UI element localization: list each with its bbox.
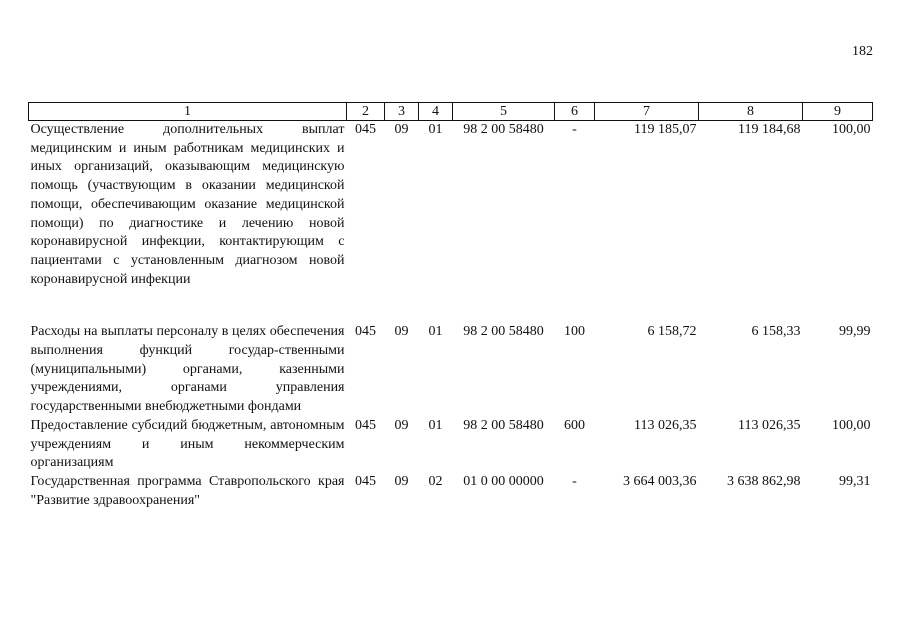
row-expense-type: - bbox=[572, 122, 577, 137]
header-col-7: 7 bbox=[595, 103, 699, 121]
row-executed: 119 184,68 bbox=[738, 122, 801, 137]
header-col-8: 8 bbox=[699, 103, 803, 121]
row-expense-type: - bbox=[572, 473, 577, 489]
row-ministry-code: 045 bbox=[355, 122, 376, 137]
row-percent: 99,99 bbox=[839, 324, 871, 340]
row-executed: 3 638 862,98 bbox=[727, 473, 801, 489]
row-executed: 6 158,33 bbox=[751, 324, 801, 340]
table-row bbox=[29, 417, 873, 473]
row-planned: 3 664 003,36 bbox=[623, 473, 697, 489]
spacer-row bbox=[29, 289, 873, 323]
row-section-code: 09 bbox=[394, 324, 409, 340]
row-subsection-code: 01 bbox=[428, 417, 443, 433]
row-planned: 113 026,35 bbox=[634, 417, 697, 433]
header-col-1: 1 bbox=[29, 103, 347, 121]
row-ministry-code: 045 bbox=[355, 473, 376, 489]
table-row bbox=[29, 473, 873, 510]
table-header-row bbox=[29, 103, 873, 121]
row-name: Расходы на выплаты персоналу в целях обеспечения выполнения функций государ-ственными (муниципальными) органами, казенными учреждениями, органами управления государственными внебюджетными фондами bbox=[30, 324, 345, 415]
row-name: Предоставление субсидий бюджетным, автономным учреждениям и иным некоммерческим организациям bbox=[30, 417, 345, 471]
table-row bbox=[29, 121, 873, 290]
row-subsection-code: 02 bbox=[428, 473, 443, 489]
row-planned: 6 158,72 bbox=[647, 324, 697, 340]
row-expense-type: 100 bbox=[564, 324, 585, 340]
header-col-3: 3 bbox=[385, 103, 419, 121]
row-name: Государственная программа Ставропольского края "Развитие здравоохранения" bbox=[30, 473, 345, 508]
row-percent: 100,00 bbox=[832, 417, 871, 433]
row-executed: 113 026,35 bbox=[738, 417, 801, 433]
header-col-9: 9 bbox=[803, 103, 873, 121]
row-expense-type: 600 bbox=[564, 417, 585, 433]
row-percent: 100,00 bbox=[832, 122, 871, 137]
page-number: 182 bbox=[852, 44, 873, 59]
row-section-code: 09 bbox=[394, 473, 409, 489]
budget-table bbox=[28, 102, 873, 510]
row-target-code: 98 2 00 58480 bbox=[463, 122, 544, 137]
row-subsection-code: 01 bbox=[428, 324, 443, 340]
table-row bbox=[29, 323, 873, 417]
row-target-code: 98 2 00 58480 bbox=[463, 324, 544, 340]
row-section-code: 09 bbox=[394, 417, 409, 433]
row-target-code: 01 0 00 00000 bbox=[463, 473, 544, 489]
row-subsection-code: 01 bbox=[428, 122, 443, 137]
row-name: Осуществление дополнительных выплат медицинским и иным работникам медицинских и иных организаций, оказывающим медицинскую помощь (участвующим в оказании медицинской помощи, обеспечивающим оказание медицинской помощи) по диагностике и лечению новой коронавирусной инфекции, контактирующим с пациентами с установленным диагнозом новой коронавирусной инфекции bbox=[30, 122, 345, 287]
header-col-2: 2 bbox=[347, 103, 385, 121]
header-col-5: 5 bbox=[453, 103, 555, 121]
row-section-code: 09 bbox=[394, 122, 409, 137]
row-percent: 99,31 bbox=[839, 473, 871, 489]
row-planned: 119 185,07 bbox=[634, 122, 697, 137]
row-target-code: 98 2 00 58480 bbox=[463, 417, 544, 433]
row-ministry-code: 045 bbox=[355, 417, 376, 433]
header-col-4: 4 bbox=[419, 103, 453, 121]
row-ministry-code: 045 bbox=[355, 324, 376, 340]
header-col-6: 6 bbox=[555, 103, 595, 121]
